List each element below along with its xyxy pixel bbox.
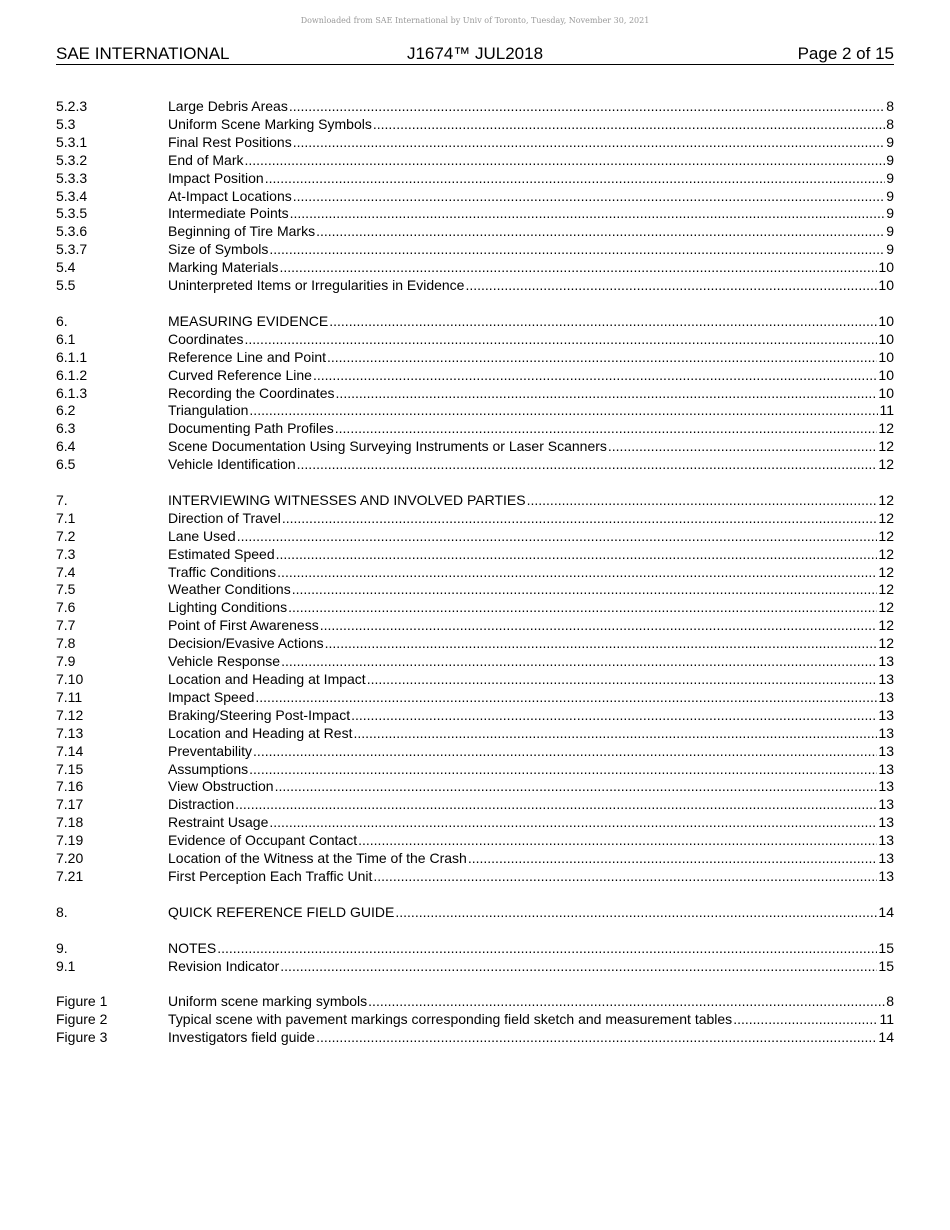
toc-entry[interactable] [56,689,894,707]
toc-entry[interactable] [56,528,894,546]
toc-entry-title[interactable]: Large Debris Areas ..... [168,98,289,114]
toc-entry-page[interactable]: 9 [886,151,894,168]
toc-entry-title[interactable]: Uninterpreted Items or Irregularities in Evidence ..... [168,277,465,293]
toc-entry-title[interactable]: Curved Reference Line ..... [168,367,313,383]
toc-entry-number: 5.3.4 [56,187,88,204]
toc-entry-line [168,1011,894,1029]
toc-entry-number: 7.7 [56,617,76,634]
toc-entry-title[interactable]: NOTES ..... [168,940,217,956]
toc-entry-page[interactable]: 10 [878,330,894,347]
toc-entry-line [168,438,894,456]
toc-entry[interactable] [56,671,894,689]
toc-entry-number: 6.1.2 [56,366,88,383]
toc-entry[interactable] [56,420,894,438]
toc-entry-title[interactable]: Impact Speed ..... [168,689,255,705]
toc-entry[interactable] [56,152,894,170]
toc-entry[interactable] [56,850,894,868]
toc-entry[interactable] [56,385,894,403]
toc-entry-title[interactable]: Estimated Speed ..... [168,546,276,562]
toc-entry-number: 7.13 [56,724,84,741]
toc-entry[interactable] [56,510,894,528]
toc-entry-number: 9.1 [56,957,76,974]
toc-entry-page[interactable]: 9 [886,223,894,240]
toc-entry-page[interactable]: 15 [878,957,894,974]
toc-entry[interactable] [56,241,894,259]
toc-entry-page[interactable]: 12 [878,581,894,598]
toc-entry[interactable] [56,98,894,116]
toc-entry-page[interactable]: 13 [878,760,894,777]
toc-entry-page[interactable]: 13 [878,814,894,831]
toc-entry-title[interactable]: Vehicle Identification ..... [168,456,297,472]
toc-entry[interactable] [56,313,894,331]
toc-entry-number: 6.1.1 [56,348,88,365]
toc-entry[interactable] [56,904,894,922]
toc-entry-line [168,546,894,564]
toc-entry-line [168,152,894,170]
toc-entry-page[interactable]: 10 [878,277,894,294]
toc-entry-title[interactable]: Assumptions ..... [168,761,249,777]
toc-entry-title[interactable]: Scene Documentation Using Surveying Instruments or Laser Scanners ..... [168,438,608,454]
toc-entry-line [168,796,894,814]
toc-entry-number: 6.4 [56,438,76,455]
toc-entry-line [168,564,894,582]
toc-entry-line [168,313,894,331]
toc-entry-title[interactable]: Revision Indicator ..... [168,958,280,974]
toc-entry-title[interactable]: Restraint Usage ..... [168,814,269,830]
toc-entry-page[interactable]: 12 [878,438,894,455]
toc-entry-page[interactable]: 8 [886,98,894,114]
toc-entry-line [168,402,894,420]
toc-entry-number: 7.6 [56,599,76,616]
toc-entry[interactable] [56,367,894,385]
toc-entry-line [168,993,894,1011]
toc-entry-title[interactable]: Braking/Steering Post-Impact ..... [168,707,351,723]
toc-entry-number: 7.5 [56,581,76,598]
toc-entry-page[interactable]: 12 [878,420,894,437]
toc-entry-title[interactable]: Location of the Witness at the Time of the Crash ..... [168,850,468,866]
toc-entry-title[interactable]: Recording the Coordinates ..... [168,385,336,401]
toc-entry-page[interactable]: 13 [878,832,894,849]
toc-entry-number: 6. [56,312,68,329]
toc-entry-line [168,743,894,761]
toc-entry-number: 7.3 [56,545,76,562]
toc-entry-line [168,510,894,528]
toc-entry-number: 7.18 [56,814,84,831]
toc-entry-page[interactable]: 12 [878,599,894,616]
toc-entry-page[interactable]: 13 [878,778,894,795]
toc-entry-title[interactable]: View Obstruction ..... [168,778,275,794]
toc-entry[interactable] [56,868,894,886]
toc-entry-number: 7. [56,491,68,508]
toc-entry[interactable] [56,958,894,976]
toc-entry-number: 7.11 [56,688,83,705]
toc-entry-page[interactable]: 10 [878,259,894,276]
toc-entry-number: 5.2.3 [56,98,88,114]
toc-entry-number: 5.3.3 [56,169,88,186]
toc-entry-page[interactable]: 9 [886,187,894,204]
toc-entry[interactable] [56,707,894,725]
toc-entry[interactable] [56,546,894,564]
toc-entry-title[interactable]: Investigators field guide ..... [168,1029,316,1045]
toc-entry-page[interactable]: 14 [878,1029,894,1046]
toc-entry-page[interactable]: 12 [878,491,894,508]
toc-entry-line [168,635,894,653]
toc-entry-line [168,528,894,546]
toc-entry-title[interactable]: At-Impact Locations ..... [168,188,293,204]
toc-entry-title[interactable]: Lane Used ..... [168,528,237,544]
toc-entry-number: 7.2 [56,527,76,544]
toc-entry-line [168,492,894,510]
toc-entry-page[interactable]: 12 [878,456,894,473]
toc-entry-number: 5.3.1 [56,133,88,150]
toc-entry-title[interactable]: Documenting Path Profiles ..... [168,420,335,436]
toc-entry-number: 5.3.6 [56,223,88,240]
toc-entry[interactable] [56,564,894,582]
toc-entry-line [168,134,894,152]
toc-entry-title[interactable]: MEASURING EVIDENCE ..... [168,313,329,329]
toc-entry-line [168,170,894,188]
toc-entry-title[interactable]: Reference Line and Point ..... [168,349,327,365]
toc-entry-number: 7.10 [56,671,84,687]
toc-entry-title[interactable]: Intermediate Points ..... [168,205,290,221]
toc-entry-number: 7.17 [56,796,84,813]
toc-entry[interactable] [56,188,894,206]
toc-entry[interactable] [56,761,894,779]
toc-entry-line [168,707,894,725]
toc-entry[interactable] [56,402,894,420]
toc-entry-line [168,958,894,976]
toc-entry-page[interactable]: 10 [878,384,894,401]
toc-entry[interactable] [56,349,894,367]
toc-entry-line [168,367,894,385]
toc-entry-page[interactable]: 10 [878,348,894,365]
toc-entry-page[interactable]: 12 [878,545,894,562]
toc-entry-title[interactable]: Uniform Scene Marking Symbols ..... [168,116,373,132]
toc-entry-title[interactable]: QUICK REFERENCE FIELD GUIDE ..... [168,904,395,920]
toc-entry-page[interactable]: 8 [886,993,894,1010]
toc-entry-number: 6.2 [56,402,76,419]
toc-entry-number: 8. [56,903,68,920]
toc-entry-line [168,116,894,134]
toc-entry[interactable] [56,832,894,850]
toc-entry-line [168,617,894,635]
toc-entry-title[interactable]: Size of Symbols ..... [168,241,269,257]
toc-entry[interactable] [56,743,894,761]
toc-entry-line [168,832,894,850]
toc-entry-page[interactable]: 13 [878,850,894,867]
toc-entry[interactable] [56,134,894,152]
toc-entry[interactable] [56,438,894,456]
toc-entry-page[interactable]: 13 [878,742,894,759]
toc-entry-page[interactable]: 12 [878,527,894,544]
toc-entry-page[interactable]: 9 [886,241,894,258]
toc-entry-title[interactable]: Coordinates ..... [168,331,245,347]
toc-entry-title[interactable]: Final Rest Positions ..... [168,134,293,150]
toc-entry-page[interactable]: 13 [878,688,894,705]
toc-entry-page[interactable]: 9 [886,205,894,222]
toc-entry-page[interactable]: 14 [878,903,894,920]
toc-entry[interactable] [56,725,894,743]
toc-entry-number: 5.3.2 [56,151,88,168]
toc-entry-page[interactable]: 15 [878,939,894,956]
toc-entry-line [168,188,894,206]
header-document-id: J1674™ JUL2018 [406,44,544,63]
toc-entry-line [168,653,894,671]
toc-entry-page[interactable]: 11 [879,1011,894,1028]
toc-entry[interactable] [56,796,894,814]
toc-entry[interactable] [56,581,894,599]
toc-entry-page[interactable]: 10 [878,312,894,329]
toc-entry[interactable] [56,277,894,295]
toc-entry-number: 6.1.3 [56,384,88,401]
toc-entry[interactable] [56,653,894,671]
toc-entry-title[interactable]: First Perception Each Traffic Unit ..... [168,868,373,884]
toc-entry-page[interactable]: 8 [886,115,894,132]
toc-entry-page[interactable]: 9 [886,169,894,186]
toc-entry-line [168,904,894,922]
page-header [56,44,894,65]
toc-entry-number: 7.20 [56,850,84,867]
toc-entry-title[interactable]: Lighting Conditions ..... [168,599,288,615]
toc-entry[interactable] [56,599,894,617]
toc-entry-number: 6.5 [56,456,76,473]
toc-entry-number: 7.15 [56,760,84,777]
toc-entry-page[interactable]: 13 [878,653,894,670]
toc-entry-line [168,277,894,295]
toc-entry-number: 7.16 [56,778,84,795]
toc-entry[interactable] [56,331,894,349]
toc-entry-title[interactable]: INTERVIEWING WITNESSES AND INVOLVED PARTIES ..... [168,492,527,508]
toc-entry-line [168,1029,894,1047]
toc-entry-page[interactable]: 13 [878,867,894,884]
toc-entry-line [168,725,894,743]
toc-entry-line [168,331,894,349]
toc-entry-number: 7.4 [56,563,76,580]
toc-entry-title[interactable]: Weather Conditions ..... [168,581,292,597]
toc-entry[interactable] [56,223,894,241]
toc-entry-line [168,689,894,707]
toc-entry-title[interactable]: Triangulation ..... [168,402,249,418]
toc-entry-title[interactable]: Decision/Evasive Actions ..... [168,635,325,651]
toc-entry[interactable] [56,1029,894,1047]
toc-entry-line [168,456,894,474]
toc-entry-title[interactable]: Distraction ..... [168,796,235,812]
toc-entry-number: Figure 2 [56,1011,108,1028]
toc-entry-line [168,259,894,277]
toc-entry-page[interactable]: 13 [878,706,894,723]
toc-entry[interactable] [56,170,894,188]
toc-entry-page[interactable]: 13 [878,796,894,813]
toc-entry-line [168,850,894,868]
toc-entry-page[interactable]: 12 [878,635,894,652]
toc-entry[interactable] [56,456,894,474]
toc-entry-page[interactable]: 13 [878,671,894,687]
toc-entry-line [168,241,894,259]
toc-entry-title[interactable]: Traffic Conditions ..... [168,564,277,580]
toc-entry[interactable] [56,259,894,277]
toc-entry-title[interactable]: Location and Heading at Impact ..... [168,671,367,687]
toc-entry[interactable] [56,993,894,1011]
toc-entry-page[interactable]: 13 [878,724,894,741]
toc-entry-title[interactable]: Beginning of Tire Marks ..... [168,223,316,239]
toc-entry-line [168,420,894,438]
toc-entry-title[interactable]: Evidence of Occupant Contact ..... [168,832,358,848]
header-page-number: Page 2 of 15 [797,44,894,63]
toc-entry-page[interactable]: 12 [878,617,894,634]
toc-entry-page[interactable]: 9 [886,133,894,150]
toc-entry-title[interactable]: Location and Heading at Rest ..... [168,725,353,741]
toc-entry-number: 5.3 [56,115,76,132]
toc-entry-title[interactable]: Impact Position ..... [168,170,265,186]
toc-entry-title[interactable]: Preventability ..... [168,743,253,759]
toc-entry-line [168,205,894,223]
toc-entry-number: 7.12 [56,706,84,723]
toc-entry-number: 7.14 [56,742,84,759]
toc-entry[interactable] [56,492,894,510]
toc-entry-line [168,671,894,689]
download-watermark: Downloaded from SAE International by Univ of Toronto, Tuesday, November 30, 2021 [300,16,650,25]
toc-entry-number: 5.5 [56,277,76,294]
toc-entry-title[interactable]: Direction of Travel ..... [168,510,282,526]
toc-entry-number: 6.1 [56,330,76,347]
toc-entry[interactable] [56,635,894,653]
toc-entry-number: 5.3.5 [56,205,88,222]
toc-entry-title[interactable]: Point of First Awareness ..... [168,617,320,633]
toc-entry-page[interactable]: 12 [878,509,894,526]
toc-entry-number: 7.21 [56,867,84,884]
toc-entry-number: 9. [56,939,68,956]
toc-entry-line [168,814,894,832]
toc-entry-line [168,868,894,886]
toc-entry-number: 7.19 [56,832,84,849]
toc-entry-line [168,599,894,617]
table-of-contents [56,98,894,1047]
toc-entry[interactable] [56,116,894,134]
toc-entry-title[interactable]: Vehicle Response ..... [168,653,281,669]
toc-entry-page[interactable]: 11 [879,402,894,419]
toc-entry-number: 7.8 [56,635,76,652]
toc-entry-line [168,761,894,779]
toc-entry-number: 6.3 [56,420,76,437]
toc-entry-title[interactable]: Marking Materials ..... [168,259,279,275]
toc-entry-number: 5.3.7 [56,241,88,258]
header-organization: SAE INTERNATIONAL [56,44,230,63]
toc-entry-page[interactable]: 12 [878,563,894,580]
toc-entry-line [168,223,894,241]
toc-entry[interactable] [56,778,894,796]
toc-entry-title[interactable]: Typical scene with pavement markings corresponding field sketch and measurement tables ..... [168,1011,733,1027]
toc-entry-line [168,349,894,367]
toc-entry-page[interactable]: 10 [878,366,894,383]
toc-entry-number: 7.1 [56,509,76,526]
toc-entry-line [168,940,894,958]
toc-entry-number: 5.4 [56,259,76,276]
toc-entry-line [168,385,894,403]
toc-entry-line [168,581,894,599]
toc-entry-line [168,778,894,796]
toc-entry-number: Figure 3 [56,1029,108,1046]
toc-entry-number: 7.9 [56,653,76,670]
toc-entry-number: Figure 1 [56,993,108,1010]
toc-entry-title[interactable]: Uniform scene marking symbols ..... [168,993,368,1009]
toc-entry[interactable] [56,1011,894,1029]
toc-entry-title[interactable]: End of Mark ..... [168,152,244,168]
toc-entry[interactable] [56,617,894,635]
toc-entry[interactable] [56,940,894,958]
toc-entry[interactable] [56,814,894,832]
toc-entry[interactable] [56,205,894,223]
toc-entry-line [168,98,894,116]
